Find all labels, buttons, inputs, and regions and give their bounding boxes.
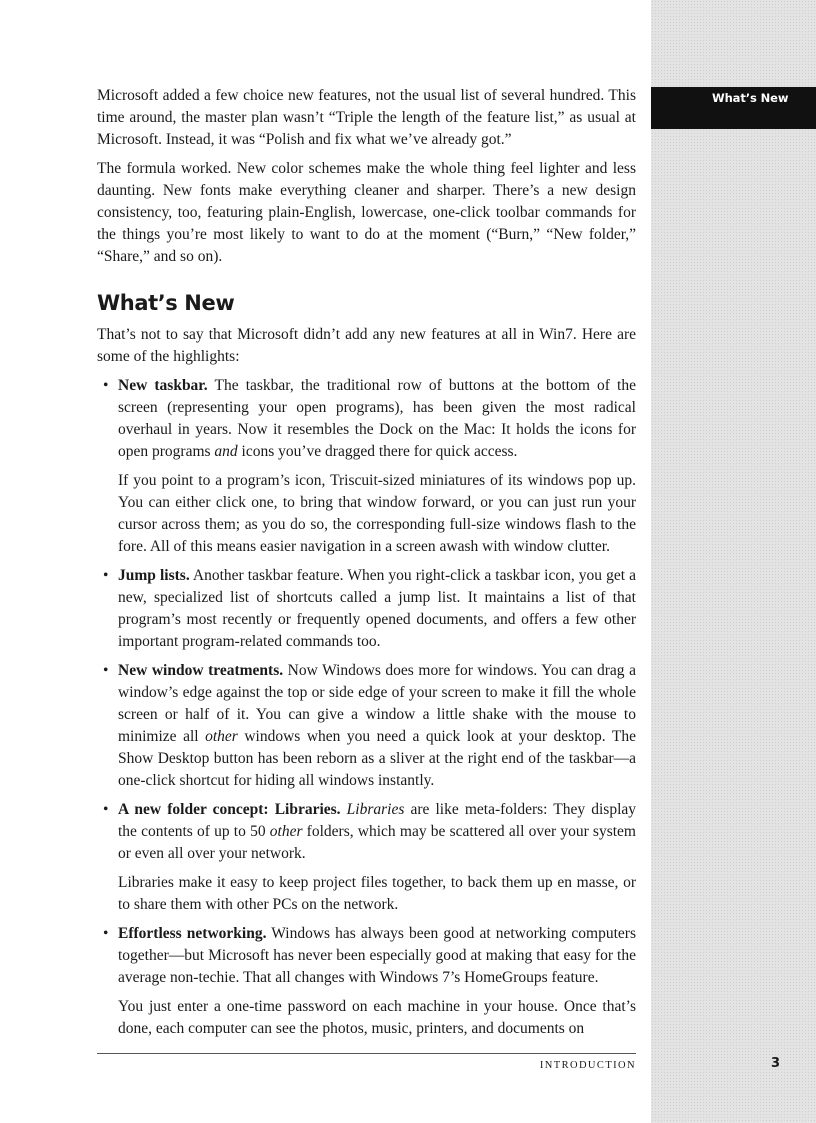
bullet-icon: • — [103, 925, 109, 942]
section-intro: That’s not to say that Microsoft didn’t add any new features at all in Win7. Here are some of the highlights: — [97, 326, 636, 365]
feature-title: Effortless networking. — [118, 925, 267, 942]
list-item — [97, 660, 636, 792]
feature-title: New window treatments. — [118, 662, 284, 679]
section-tab-label: What’s New — [712, 91, 789, 105]
list-item — [97, 565, 636, 653]
feature-title: Jump lists. — [118, 567, 190, 584]
feature-paragraph: A new folder concept: Libraries. Libraries are like meta-folders: They display the contents of up to 50 other folders, which may be scattered all over your system or even all over your network. — [118, 801, 637, 862]
feature-title: A new folder concept: Libraries. — [118, 801, 341, 818]
bullet-icon: • — [103, 377, 109, 394]
feature-paragraph: Jump lists. Another taskbar feature. When you right-click a taskbar icon, you get a new, specialized list of shortcuts called a jump list. It maintains a list of that program’s most recently or frequently opened documents, and offers a few other important program-related commands too. — [118, 567, 636, 650]
list-item — [97, 923, 636, 1040]
bullet-icon: • — [103, 662, 109, 679]
feature-followup: You just enter a one-time password on each machine in your house. Once that’s done, each computer can see the photos, music, printers, and documents on — [118, 998, 636, 1037]
page-content — [97, 85, 636, 1047]
intro-paragraph-1: Microsoft added a few choice new features, not the usual list of several hundred. This time around, the master plan wasn’t “Triple the length of the feature list,” as usual at Microsoft. Instead, it was “Polish and fix what we’ve already got.” — [97, 87, 636, 148]
feature-paragraph: New window treatments. Now Windows does more for windows. You can drag a window’s edge against the top or side edge of your screen to make it fill the whole screen or half of it. You can give a window a little shake with the mouse to minimize all other windows when you need a quick look at your desktop. The Show Desktop button has been reborn as a sliver at the right end of the taskbar—a one-click shortcut for hiding all windows instantly. — [118, 662, 636, 789]
feature-followup: Libraries make it easy to keep project files together, to back them up en masse, or to share them with other PCs on the network. — [118, 874, 636, 913]
feature-followup: If you point to a program’s icon, Triscuit-sized miniatures of its windows pop up. You can either click one, to bring that window forward, or you can just run your cursor across them; as you do so, the corresponding full-size windows flash to the fore. All of this means easier navigation in a screen awash with window clutter. — [118, 472, 636, 555]
footer-rule — [97, 1053, 636, 1054]
footer-label: INTRODUCTION — [539, 1060, 636, 1071]
list-item — [97, 375, 636, 558]
feature-paragraph: New taskbar. The taskbar, the traditional row of buttons at the bottom of the screen (representing your open programs), has been given the most radical overhaul in years. Now it resembles the Dock on the Mac: It holds the icons for open programs and icons you’ve dragged there for quick access. — [118, 377, 636, 460]
list-item — [97, 799, 636, 916]
page-number: 3 — [770, 1056, 780, 1071]
section-tab — [651, 87, 816, 129]
feature-paragraph: Effortless networking. Windows has always been good at networking computers together—but Microsoft has never been especially good at making that easy for the average non-techie. That all changes with Windows 7’s HomeGroups feature. — [118, 925, 636, 986]
feature-title: New taskbar. — [118, 377, 208, 394]
bullet-icon: • — [103, 801, 109, 818]
margin-strip — [651, 0, 816, 1123]
section-heading: What’s New — [97, 291, 235, 315]
intro-paragraph-2: The formula worked. New color schemes make the whole thing feel lighter and less daunting. New fonts make everything cleaner and sharper. There’s a new design consistency, too, featuring plain-English, lowercase, one-click toolbar commands for the things you’re most likely to want to do at the moment (“Burn,” “New folder,” “Share,” and so on). — [97, 160, 636, 265]
feature-list — [97, 375, 636, 1040]
bullet-icon: • — [103, 567, 109, 584]
